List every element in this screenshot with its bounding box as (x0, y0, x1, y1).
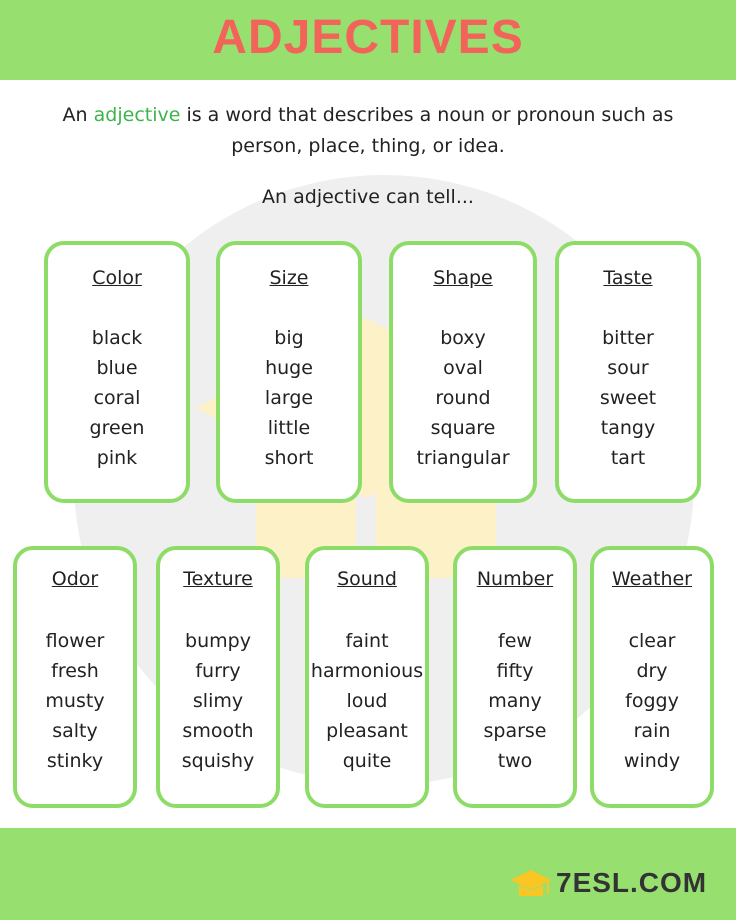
word: salty (52, 720, 98, 742)
category-heading: Texture (183, 568, 253, 590)
word: black (91, 327, 143, 349)
category-box-sound (305, 546, 429, 808)
category-word-list (220, 323, 358, 473)
category-heading: Shape (433, 267, 493, 289)
word: quite (342, 750, 392, 772)
category-box-size (216, 241, 362, 503)
word: two (497, 750, 533, 772)
word: round (435, 387, 491, 409)
word: coral (93, 387, 141, 409)
word: fifty (496, 660, 534, 682)
category-word-list (160, 626, 276, 776)
word: triangular (416, 447, 510, 469)
category-word-list (309, 626, 425, 776)
word: pink (96, 447, 138, 469)
word: clear (628, 630, 676, 652)
category-box-taste (555, 241, 701, 503)
word: square (430, 417, 496, 439)
intro-prefix: An (62, 104, 94, 126)
word: few (498, 630, 532, 652)
word: squishy (181, 750, 255, 772)
category-heading: Weather (612, 568, 692, 590)
word: rain (633, 720, 671, 742)
word: loud (346, 690, 388, 712)
word: smooth (182, 720, 254, 742)
word: harmonious (310, 660, 424, 682)
category-box-weather (590, 546, 714, 808)
category-box-shape (389, 241, 537, 503)
word: windy (623, 750, 681, 772)
word: dry (636, 660, 668, 682)
word: sparse (483, 720, 547, 742)
word: pleasant (326, 720, 408, 742)
word: sour (607, 357, 649, 379)
brand-logo-text: 7ESL.COM (556, 867, 708, 898)
word: furry (195, 660, 241, 682)
category-word-list (393, 323, 533, 473)
word: bumpy (185, 630, 251, 652)
word: bitter (602, 327, 654, 349)
word: fresh (51, 660, 99, 682)
category-box-texture (156, 546, 280, 808)
word: blue (96, 357, 138, 379)
word: big (274, 327, 304, 349)
word: green (89, 417, 145, 439)
intro-text (40, 100, 696, 162)
word: sweet (599, 387, 657, 409)
word: foggy (625, 690, 679, 712)
category-heading: Sound (337, 568, 397, 590)
word: short (264, 447, 314, 469)
word: huge (265, 357, 313, 379)
word: many (488, 690, 542, 712)
category-box-odor (13, 546, 137, 808)
category-word-list (559, 323, 697, 473)
word: slimy (192, 690, 244, 712)
word: musty (45, 690, 105, 712)
category-heading: Number (476, 568, 554, 590)
page-title: ADJECTIVES (212, 11, 524, 64)
graduation-cap-icon (510, 868, 552, 900)
word: faint (345, 630, 389, 652)
category-word-list (457, 626, 573, 776)
category-word-list (48, 323, 186, 473)
intro-suffix: is a word that describes a noun or pronoun such as person, place, thing, or idea. (180, 104, 674, 157)
word: large (264, 387, 314, 409)
header-banner (0, 0, 736, 80)
category-word-list (17, 626, 133, 776)
word: flower (45, 630, 105, 652)
category-box-color (44, 241, 190, 503)
word: tart (610, 447, 646, 469)
word: boxy (440, 327, 486, 349)
category-heading: Color (92, 267, 142, 289)
word: tangy (600, 417, 656, 439)
category-heading: Odor (51, 568, 99, 590)
category-heading: Taste (603, 267, 653, 289)
word: stinky (46, 750, 104, 772)
subheading: An adjective can tell... (262, 186, 474, 208)
category-word-list (594, 626, 710, 776)
category-heading: Size (269, 267, 309, 289)
category-box-number (453, 546, 577, 808)
intro-keyword: adjective (93, 104, 181, 126)
word: little (267, 417, 311, 439)
word: oval (443, 357, 483, 379)
